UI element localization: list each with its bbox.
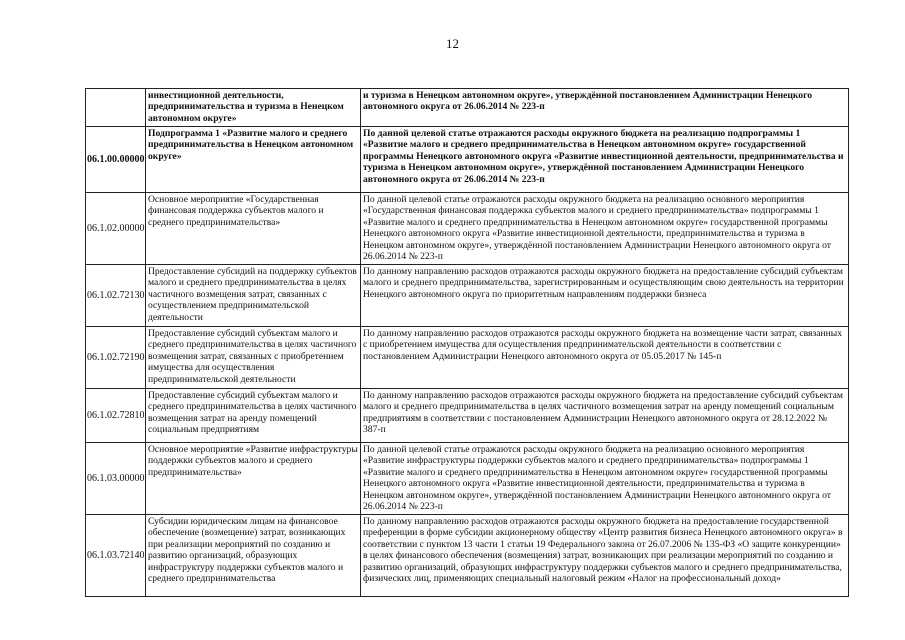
table-row [86,327,849,389]
code-cell: 06.1.02.72190 [86,327,146,389]
name-cell: Субсидии юридическим лицам на финансовое обеспечение (возмещение) затрат, возникающих при реализации мероприятий по созданию и развитию организаций, образующих инфраструктуру поддержки субъектов малого и среднего предпринимательства [146,515,361,597]
table-row [86,265,849,327]
description-cell: По данному направлению расходов отражаются расходы окружного бюджета на предоставление субсидий субъектам малого и среднего предпринимательства в целях частичного возмещения затрат на аренду помещений социальным предприятиям в соответствии с постановлением Администрации Ненецкого автономного округа от 28.12.2022 № 387-п [361,389,849,443]
description-cell: По данной целевой статье отражаются расходы окружного бюджета на реализацию основного мероприятия «Развитие инфраструктуры поддержки субъектов малого и среднего предпринимательства» подпрограммы 1 «Развитие малого и среднего предпринимательства в Ненецком автономном округе» государственной программы Ненецкого автономного округа «Развитие инвестиционной деятельности, предпринимательства и туризма в Ненецком автономном округе», утверждённой постановлением Администрации Ненецкого автономного округа от 26.06.2014 № 223-п [361,443,849,515]
code-cell: 06.1.03.72140 [86,515,146,597]
table-row [86,515,849,597]
code-cell [86,89,146,127]
description-cell: По данному направлению расходов отражаются расходы окружного бюджета на возмещение части затрат, связанных с приобретением имущества для осуществления предпринимательской деятельности в соответствии с постановлением Администрации Ненецкого автономного округа от 05.05.2017 № 145-п [361,327,849,389]
code-cell: 06.1.00.00000 [86,127,146,193]
code-cell: 06.1.02.72130 [86,265,146,327]
table-row [86,127,849,193]
name-cell: Основное мероприятие «Государственная финансовая поддержка субъектов малого и среднего предпринимательства» [146,193,361,265]
description-cell: По данному направлению расходов отражаются расходы окружного бюджета на предоставление субсидий субъектам малого и среднего предпринимательства, зарегистрированным и осуществляющим свою деятельность на территории Ненецкого автономного округа по приоритетным направлениям поддержки бизнеса [361,265,849,327]
name-cell: инвестиционной деятельности, предпринимательства и туризма в Ненецком автономном округе» [146,89,361,127]
description-cell: По данной целевой статье отражаются расходы окружного бюджета на реализацию основного мероприятия «Государственная финансовая поддержка субъектов малого и среднего предпринимательства» подпрограммы 1 «Развитие малого и среднего предпринимательства в Ненецком автономном округе» государственной программы Ненецкого автономного округа «Развитие инвестиционной деятельности, предпринимательства и туризма в Ненецком автономном округе», утверждённой постановлением Администрации Ненецкого автономного округа от 26.06.2014 № 223-п [361,193,849,265]
description-cell: По данному направлению расходов отражаются расходы окружного бюджета на предоставление государственной преференции в форме субсидии акционерному обществу «Центр развития бизнеса Ненецкого автономного округа» в соответствии с пунктом 13 части 1 статьи 19 Федерального закона от 26.07.2006 № 135-ФЗ «О защите конкуренции» в целях финансового обеспечения (возмещения) затрат, возникающих при реализации мероприятий по созданию и развитию организаций, образующих инфраструктуру поддержки субъектов малого и среднего предпринимательства, физических лиц, применяющих специальный налоговый режим «Налог на профессиональный доход» [361,515,849,597]
name-cell: Предоставление субсидий субъектам малого и среднего предпринимательства в целях частичного возмещения затрат, связанных с приобретением имущества для осуществления предпринимательской деятельности [146,327,361,389]
description-cell: и туризма в Ненецком автономном округе», утверждённой постановлением Администрации Ненецкого автономного округа от 26.06.2014 № 223-п [361,89,849,127]
name-cell: Предоставление субсидий субъектам малого и среднего предпринимательства в целях частичного возмещения затрат на аренду помещений социальным предприятиям [146,389,361,443]
code-cell: 06.1.02.72810 [86,389,146,443]
code-cell: 06.1.03.00000 [86,443,146,515]
page-number: 12 [446,36,459,51]
code-cell: 06.1.02.00000 [86,193,146,265]
table-row [86,389,849,443]
table-row [86,89,849,127]
table-row [86,443,849,515]
description-cell: По данной целевой статье отражаются расходы окружного бюджета на реализацию подпрограммы 1 «Развитие малого и среднего предпринимательства в Ненецком автономном округе» государственной программы Ненецкого автономного округа «Развитие инвестиционной деятельности, предпринимательства и туризма в Ненецком автономном округе», утверждённой постановлением Администрации Ненецкого автономного округа от 26.06.2014 № 223-п [361,127,849,193]
name-cell: Подпрограмма 1 «Развитие малого и среднего предпринимательства в Ненецком автономном округе» [146,127,361,193]
name-cell: Предоставление субсидий на поддержку субъектов малого и среднего предпринимательства в целях частичного возмещения затрат, связанных с осуществлением предпринимательской деятельности [146,265,361,327]
name-cell: Основное мероприятие «Развитие инфраструктуры поддержки субъектов малого и среднего предпринимательства» [146,443,361,515]
table-row [86,193,849,265]
budget-classification-table [85,88,849,597]
